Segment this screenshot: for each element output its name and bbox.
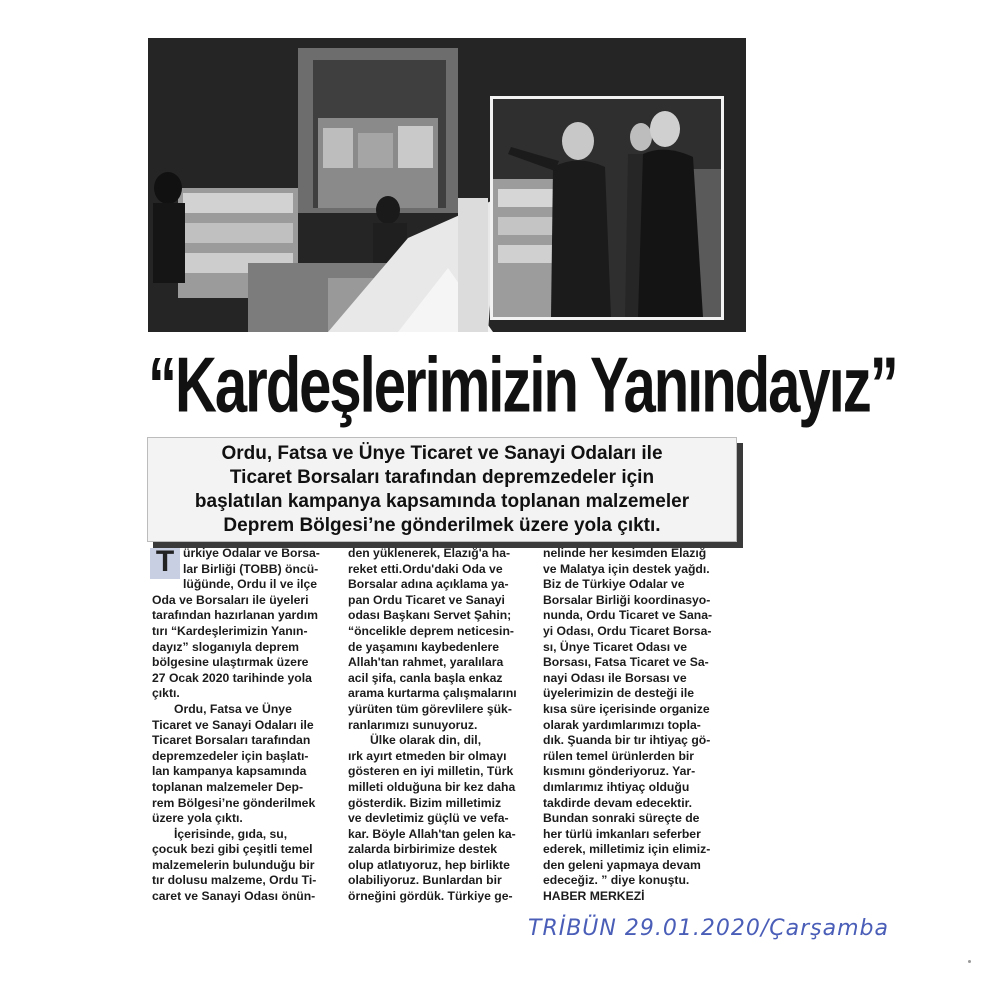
headline: “Kardeşlerimizin Yanındayız” <box>148 341 897 430</box>
text-line: tırı “Kardeşlerimizin Yanın- <box>152 623 308 638</box>
text-line: toplanan malzemeler Dep- <box>152 779 304 794</box>
text-line: acil şifa, canla başla enkaz <box>348 670 503 685</box>
text-line: kısa süre içerisinde organize <box>543 701 710 716</box>
article-column-2 <box>348 546 538 905</box>
handwritten-source-note: TRİBÜN 29.01.2020/Çarşamba <box>528 916 889 941</box>
inset-photo <box>490 96 724 320</box>
text-line: çıktı. <box>152 686 180 701</box>
subhead <box>148 438 736 538</box>
text-line: tır dolusu malzeme, Ordu Ti- <box>152 873 317 888</box>
text-line: edeceğiz. ” diye konuştu. <box>543 873 690 888</box>
text-line: dayız” sloganıyla deprem <box>152 639 299 654</box>
column-text <box>543 546 733 905</box>
text-line: Ordu, Fatsa ve Ünye <box>174 701 292 716</box>
text-line: 27 Ocak 2020 tarihinde yola <box>152 670 312 685</box>
text-line: odası Başkanı Servet Şahin; <box>348 608 512 623</box>
text-line: reket etti.Ordu'daki Oda ve <box>348 561 503 576</box>
text-line: ve devletimiz güçlü ve vefa- <box>348 811 509 826</box>
text-line: kısmını gönderiyoruz. Yar- <box>543 764 696 779</box>
subhead-line: başlatılan kampanya kapsamında toplanan malzemeler <box>194 491 690 512</box>
text-line: lar Birliği (TOBB) öncü- <box>183 561 319 576</box>
text-line: dık. Şuanda bir tır ihtiyaç gö- <box>543 733 711 748</box>
text-line: lüğünde, Ordu il ve ilçe <box>183 577 318 592</box>
scan-speck <box>968 960 971 963</box>
text-line: ranlarımızı sunuyoruz. <box>348 717 478 732</box>
text-line: olup atlatıyoruz, hep birlikte <box>348 857 510 872</box>
text-line: rem Bölgesi’ne gönderilmek <box>152 795 316 810</box>
text-line: depremzedeler için başlatı- <box>152 748 309 763</box>
text-line: üyelerimizin de desteği ile <box>543 686 695 701</box>
text-line: üzere yola çıktı. <box>152 811 243 826</box>
text-line: sı, Ünye Ticaret Odası ve <box>543 639 688 654</box>
subhead-box <box>147 437 737 542</box>
text-line: gösteren en iyi milletin, Türk <box>348 764 514 779</box>
text-line: yürüten tüm görevlilere şük- <box>348 701 512 716</box>
text-line: takdirde devam edecektir. <box>543 795 693 810</box>
text-line: de yaşamını kaybedenlere <box>348 639 500 654</box>
text-line: arama kurtarma çalışmalarını <box>348 686 517 701</box>
text-line: ederek, milletimiz için elimiz- <box>543 842 711 857</box>
text-line: den geleni yapmaya devam <box>543 857 701 872</box>
column-text <box>152 546 342 905</box>
text-line: örneğini gördük. Türkiye ge- <box>348 889 513 904</box>
text-line: her türlü imkanları seferber <box>543 826 701 841</box>
text-line: Oda ve Borsaları ile üyeleri <box>152 592 309 607</box>
text-line: Ticaret Borsaları tarafından <box>152 733 311 748</box>
text-line: caret ve Sanayi Odası önün- <box>152 889 316 904</box>
subhead-line: Ordu, Fatsa ve Ünye Ticaret ve Sanayi Odaları ile <box>221 443 663 464</box>
text-line: nayi Odası ile Borsası ve <box>543 670 687 685</box>
text-line: kar. Böyle Allah'tan gelen ka- <box>348 826 516 841</box>
text-line: gösterdik. Bizim milletimiz <box>348 795 502 810</box>
text-line: Ticaret ve Sanayi Odaları ile <box>152 717 314 732</box>
text-line: yi Odası, Ordu Ticaret Borsa- <box>543 623 712 638</box>
text-line: Biz de Türkiye Odalar ve <box>543 577 685 592</box>
text-line: den yüklenerek, Elazığ'a ha- <box>348 546 511 560</box>
subhead-line: Deprem Bölgesi’ne gönderilmek üzere yola çıktı. <box>223 515 661 536</box>
subhead-line: Ticaret Borsaları tarafından depremzedeler için <box>229 467 655 488</box>
text-line: olarak yardımlarımızı topla- <box>543 717 701 732</box>
text-line: ve Malatya için destek yağdı. <box>543 561 710 576</box>
text-line: zalarda birbirimize destek <box>348 842 498 857</box>
text-line: nunda, Ordu Ticaret ve Sana- <box>543 608 713 623</box>
text-line: çocuk bezi gibi çeşitli temel <box>152 842 313 857</box>
text-line: tarafından hazırlanan yardım <box>152 608 318 623</box>
text-line: Borsalar Birliği koordinasyo- <box>543 592 711 607</box>
text-line: bölgesine ulaştırmak üzere <box>152 655 309 670</box>
text-line: Bundan sonraki süreçte de <box>543 811 700 826</box>
text-line: Ülke olarak din, dil, <box>370 733 482 748</box>
byline: HABER MERKEZİ <box>543 889 645 904</box>
column-text <box>348 546 538 905</box>
text-line: Borsalar adına açıklama ya- <box>348 577 509 592</box>
article-column-1 <box>152 546 342 905</box>
text-line: İçerisinde, gıda, su, <box>174 826 288 841</box>
text-line: ırk ayırt etmeden bir olmayı <box>348 748 507 763</box>
text-line: dımlarımız ihtiyaç olduğu <box>543 779 690 794</box>
text-line: Borsası, Fatsa Ticaret ve Sa- <box>543 655 709 670</box>
text-line: milleti olduğuna bir kez daha <box>348 779 516 794</box>
article-column-3 <box>543 546 733 905</box>
text-line: ürkiye Odalar ve Borsa- <box>183 546 320 560</box>
text-line: “öncelikle deprem neticesin- <box>348 623 514 638</box>
text-line: rülen temel ürünlerden bir <box>543 748 695 763</box>
text-line: lan kampanya kapsamında <box>152 764 307 779</box>
text-line: Allah'tan rahmet, yaralılara <box>348 655 504 670</box>
text-line: malzemelerin bulunduğu bir <box>152 857 315 872</box>
text-line: nelinde her kesimden Elazığ <box>543 546 707 560</box>
text-line: pan Ordu Ticaret ve Sanayi <box>348 592 505 607</box>
drop-cap: T <box>150 548 180 579</box>
text-line: olabiliyoruz. Bunlardan bir <box>348 873 502 888</box>
